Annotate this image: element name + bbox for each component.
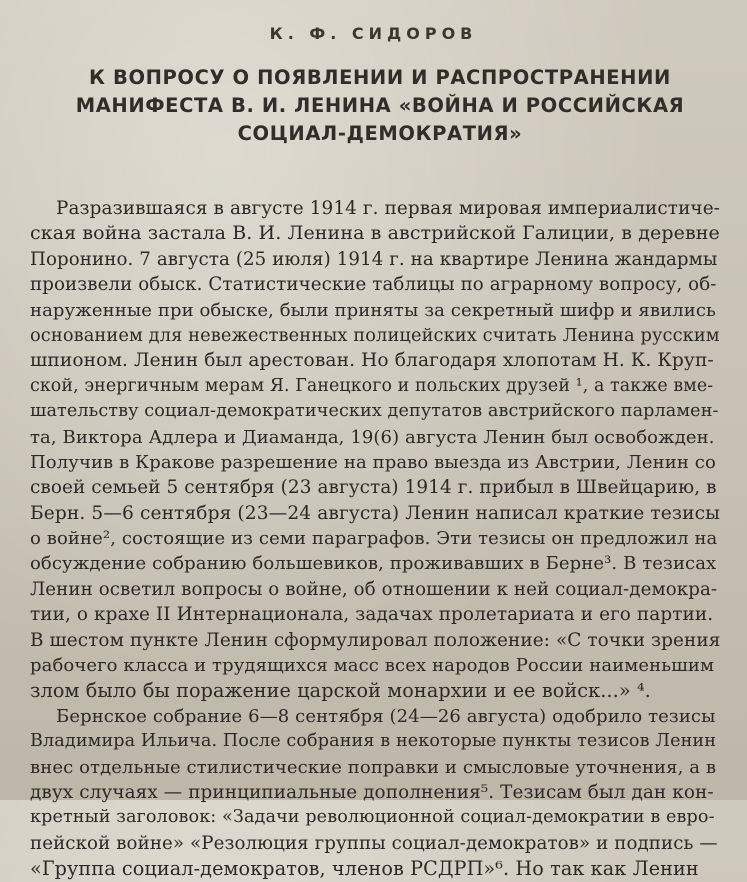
title-line: МАНИФЕСТА В. И. ЛЕНИНА «ВОЙНА И РОССИЙСКАЯ — [75, 94, 685, 117]
text-line: Поронино. 7 августа (25 июля) 1914 г. на квартире Ленина жандармы — [30, 248, 718, 270]
text-line: двух случаях — принципиальные дополнения⁵. Тезисам был дан кон- — [30, 781, 714, 803]
text-line: кретный заголовок: «Задачи революционной социал-демократии в евро- — [30, 807, 715, 828]
text-line: своей семьей 5 сентября (23 августа) 1914 г. прибыл в Швейцарию, в — [30, 477, 717, 499]
text-line: пейской войне» «Резолюция группы социал-демократов» и подпись — — [30, 832, 718, 854]
text-line: та, Виктора Адлера и Диаманда, 19(6) августа Ленин был освобожден. — [30, 426, 715, 448]
text-line: Ленин осветил вопросы о войне, об отношении к ней социал-демокра- — [30, 578, 718, 600]
text-line: шательству социал-демократических депутатов австрийского парламен- — [30, 401, 719, 422]
text-line: Берн. 5—6 сентября (23—24 августа) Ленин написал краткие тезисы — [30, 502, 721, 524]
text-line: ская война застала В. И. Ленина в австрийской Галиции, в деревне — [30, 222, 720, 245]
title-line: К ВОПРОСУ О ПОЯВЛЕНИИ И РАСПРОСТРАНЕНИИ — [89, 66, 671, 89]
article-title — [40, 64, 720, 148]
text-line: внес отдельные стилистические поправки и смысловые уточнения, а в — [30, 756, 717, 778]
text-line: обсуждение собранию большевиков, проживавших в Берне³. В тезисах — [30, 553, 717, 575]
author-name: К. Ф. СИДОРОВ — [269, 24, 478, 43]
text-line: «Группа социал-демократов, членов РСДРП»⁶. Но так как Ленин — [30, 857, 699, 881]
text-line: основанием для невежественных полицейских считать Ленина русским — [30, 324, 720, 346]
text-line: Разразившаяся в августе 1914 г. первая мировая империалистиче- — [56, 198, 720, 219]
text-line: наруженные при обыске, были приняты за секретный шифр и явились — [30, 299, 716, 321]
text-line: злом было бы поражение царской монархии и ее войск...» ⁴. — [30, 679, 651, 703]
text-line: о войне², состоящие из семи параграфов. Эти тезисы он предложил на — [30, 528, 718, 550]
text-line: тии, о крахе II Интернационала, задачах пролетариата и его партии. — [30, 604, 714, 626]
text-line: Владимира Ильича. После собрания в некоторые пункты тезисов Ленин — [30, 731, 717, 752]
text-line: Бернское собрание 6—8 сентября (24—26 августа) одобрило тезисы — [56, 705, 716, 727]
text-line: Получив в Кракове разрешение на право выезда из Австрии, Ленин со — [30, 451, 716, 473]
text-line: В шестом пункте Ленин сформулировал положение: «С точки зрения — [30, 629, 721, 651]
text-line: ской, энергичным мерам Я. Ганецкого и польских друзей ¹, а также вме- — [30, 375, 714, 396]
text-line: шпионом. Ленин был арестован. Но благодаря хлопотам Н. К. Круп- — [30, 350, 714, 372]
title-line: СОЦИАЛ-ДЕМОКРАТИЯ» — [237, 122, 523, 145]
text-line: произвели обыск. Статистические таблицы по аграрному вопросу, об- — [30, 274, 717, 296]
article-body — [30, 196, 720, 882]
text-line: рабочего класса и трудящихся масс всех народов России наименьшим — [30, 655, 715, 677]
